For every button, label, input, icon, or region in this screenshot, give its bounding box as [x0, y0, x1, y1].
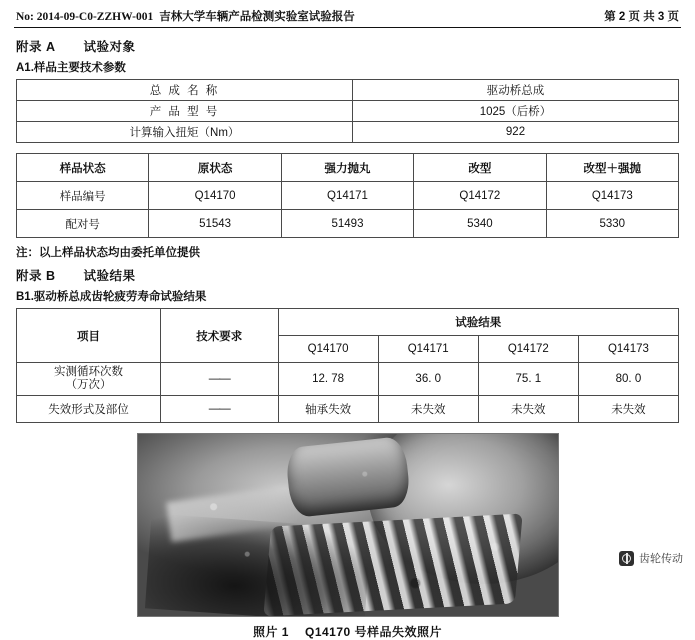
sample-id-3: Q14173 [546, 182, 678, 210]
section-a1-title: A1.样品主要技术参数 [16, 62, 126, 74]
photo-caption [14, 623, 681, 640]
spec-table [16, 79, 679, 143]
result-cycles-0: 12. 78 [278, 363, 378, 396]
result-cycles-1: 36. 0 [378, 363, 478, 396]
result-row-label-failure: 失效形式及部位 [17, 396, 161, 423]
result-req-cycles: —— [161, 363, 279, 396]
table-header-row [17, 154, 679, 182]
spec-label-model: 产 品 型 号 [17, 101, 353, 122]
sample-table-wrapper [16, 153, 679, 238]
spec-label-name: 总 成 名 称 [17, 80, 353, 101]
result-header-item: 项目 [17, 309, 161, 363]
result-sample-1: Q14171 [378, 336, 478, 363]
watermark [619, 550, 683, 566]
header-left [16, 8, 355, 24]
appendix-b-heading [16, 266, 681, 284]
spec-label-torque: 计算输入扭矩（Nm） [17, 122, 353, 143]
sample-header-status: 样品状态 [17, 154, 149, 182]
appendix-a-title: 试验对象 [83, 40, 136, 54]
appendix-a-label: 附录 A [16, 40, 56, 54]
result-label-line1: 实测循环次数 [54, 366, 123, 378]
document-number: No: 2014-09-C0-ZZHW-001 [16, 11, 154, 23]
sample-id-2: Q14172 [414, 182, 546, 210]
photo-caption-text: Q14170 号样品失效照片 [304, 625, 443, 640]
appendix-a-heading [16, 37, 681, 55]
table-row [17, 210, 679, 238]
sample-header-modified: 改型 [414, 154, 546, 182]
result-failure-1: 未失效 [378, 396, 478, 423]
result-table-wrapper [16, 308, 679, 423]
table-row [17, 122, 679, 143]
result-table [16, 308, 679, 423]
pair-no-1: 51493 [281, 210, 413, 238]
result-sample-0: Q14170 [278, 336, 378, 363]
table-header-row [17, 309, 679, 336]
spec-table-wrapper [16, 79, 679, 143]
result-header-group: 试验结果 [278, 309, 678, 336]
spec-value-name: 驱动桥总成 [353, 80, 679, 101]
sample-header-shotpeen: 强力抛丸 [281, 154, 413, 182]
photo-speckles [138, 434, 558, 616]
spec-value-torque: 922 [353, 122, 679, 143]
appendix-b-label: 附录 B [16, 269, 56, 283]
result-label-line2: （万次） [65, 379, 112, 392]
result-failure-0: 轴承失效 [278, 396, 378, 423]
sample-header-original: 原状态 [149, 154, 281, 182]
appendix-b-title: 试验结果 [83, 269, 136, 283]
organization-title: 吉林大学车辆产品检测实验室试验报告 [159, 11, 355, 23]
table-row [17, 101, 679, 122]
sample-row-label-pair: 配对号 [17, 210, 149, 238]
result-cycles-3: 80. 0 [578, 363, 678, 396]
sample-table [16, 153, 679, 238]
page-number: 第 2 页 共 3 页 [604, 11, 679, 23]
result-sample-3: Q14173 [578, 336, 678, 363]
gear-icon [619, 551, 634, 566]
table-row [17, 363, 679, 396]
pair-no-2: 5340 [414, 210, 546, 238]
page-header [14, 8, 681, 28]
spec-value-model: 1025（后桥） [353, 101, 679, 122]
result-failure-3: 未失效 [578, 396, 678, 423]
table-row [17, 396, 679, 423]
watermark-text: 齿轮传动 [639, 553, 683, 565]
result-row-label-cycles [17, 363, 161, 396]
table-row [17, 182, 679, 210]
sample-note: 注：以上样品状态均由委托单位提供 [16, 247, 200, 259]
result-cycles-2: 75. 1 [478, 363, 578, 396]
failure-photo [137, 433, 559, 617]
result-failure-2: 未失效 [478, 396, 578, 423]
sample-header-modified-shotpeen: 改型＋强抛 [546, 154, 678, 182]
result-sample-2: Q14172 [478, 336, 578, 363]
table-row [17, 80, 679, 101]
result-header-requirement: 技术要求 [161, 309, 279, 363]
pair-no-0: 51543 [149, 210, 281, 238]
result-req-failure: —— [161, 396, 279, 423]
pair-no-3: 5330 [546, 210, 678, 238]
sample-id-1: Q14171 [281, 182, 413, 210]
sample-row-label-id: 样品编号 [17, 182, 149, 210]
photo-caption-label: 照片 1 [252, 625, 289, 640]
sample-id-0: Q14170 [149, 182, 281, 210]
section-b1-title: B1.驱动桥总成齿轮疲劳寿命试验结果 [16, 291, 207, 303]
